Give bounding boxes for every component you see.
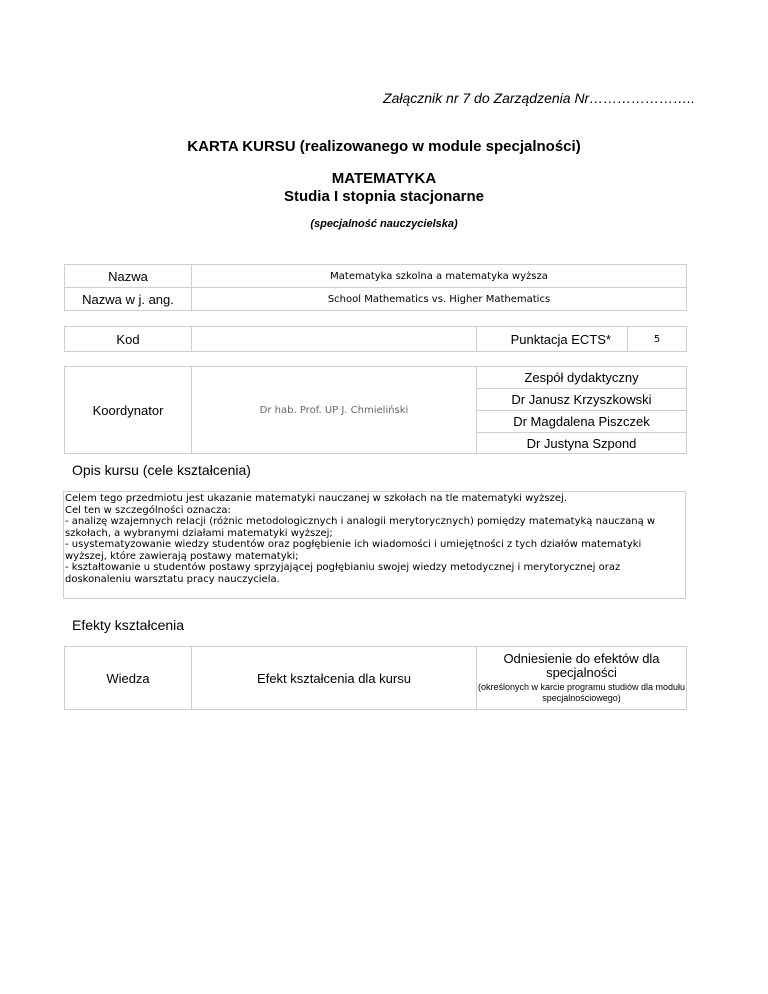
code-label: Kod xyxy=(65,327,192,352)
team-member: Dr Janusz Krzyszkowski xyxy=(477,389,687,411)
document-title: KARTA KURSU (realizowanego w module specjalności) xyxy=(187,138,581,155)
coordinator-value: Dr hab. Prof. UP J. Chmieliński xyxy=(192,367,477,454)
table-row xyxy=(65,265,687,288)
ects-value: 5 xyxy=(628,327,687,352)
annex-note: Załącznik nr 7 do Zarządzenia Nr………………….. xyxy=(383,90,695,106)
description-line: - usystematyzowanie wiedzy studentów oraz pogłębienie ich wiadomości i umiejętności z tych działów matematyki wyższej, które zawierają postawy matematyki; xyxy=(65,539,642,562)
reference-header-main: Odniesienie do efektów dla specjalności xyxy=(503,651,660,680)
table-row xyxy=(65,288,687,311)
name-value: Matematyka szkolna a matematyka wyższa xyxy=(192,265,687,288)
name-en-label: Nazwa w j. ang. xyxy=(65,288,192,311)
description-line: Cel ten w szczególności oznacza: xyxy=(65,504,231,516)
subject-block xyxy=(0,170,768,206)
name-en-value: School Mathematics vs. Higher Mathematics xyxy=(192,288,687,311)
subject-name: MATEMATYKA xyxy=(331,170,437,187)
outcomes-heading: Efekty kształcenia xyxy=(72,617,185,633)
team-member: Dr Justyna Szpond xyxy=(477,433,687,454)
description-heading: Opis kursu (cele kształcenia) xyxy=(72,462,251,478)
course-name-table xyxy=(64,264,687,311)
coordinator-table xyxy=(64,366,687,454)
description-line: - kształtowanie u studentów postawy sprzyjającej pogłębianiu swojej wiedzy metodycznej i merytorycznej oraz doskonaleniu warsztatu pracy nauczyciela. xyxy=(65,562,621,585)
knowledge-header: Wiedza xyxy=(65,647,192,710)
description-box xyxy=(63,491,686,599)
table-row xyxy=(65,367,687,389)
description-line: Celem tego przedmiotu jest ukazanie matematyki nauczanej w szkołach na tle matematyki wyższej. xyxy=(65,493,567,504)
name-label: Nazwa xyxy=(65,265,192,288)
team-label: Zespół dydaktyczny xyxy=(477,367,687,389)
coordinator-label: Koordynator xyxy=(65,367,192,454)
ects-label: Punktacja ECTS* xyxy=(477,327,628,352)
outcomes-table xyxy=(64,646,687,710)
study-type: Studia I stopnia stacjonarne xyxy=(283,188,485,205)
reference-header-sub: (określonych w karcie programu studiów dla modułu specjalnościowego) xyxy=(477,682,686,703)
code-value xyxy=(192,327,477,352)
table-row xyxy=(65,327,687,352)
course-code-table xyxy=(64,326,687,352)
team-member: Dr Magdalena Piszczek xyxy=(477,411,687,433)
description-line: - analizę wzajemnych relacji (różnic metodologicznych i analogii merytorycznych) pomiędzy matematyką nauczaną w szkołach, a wybranymi działami matematyki wyższej; xyxy=(65,516,656,539)
table-row xyxy=(65,647,687,710)
specialty-note: (specjalność nauczycielska) xyxy=(310,218,458,230)
effect-header: Efekt kształcenia dla kursu xyxy=(192,647,477,710)
reference-header xyxy=(477,647,687,710)
